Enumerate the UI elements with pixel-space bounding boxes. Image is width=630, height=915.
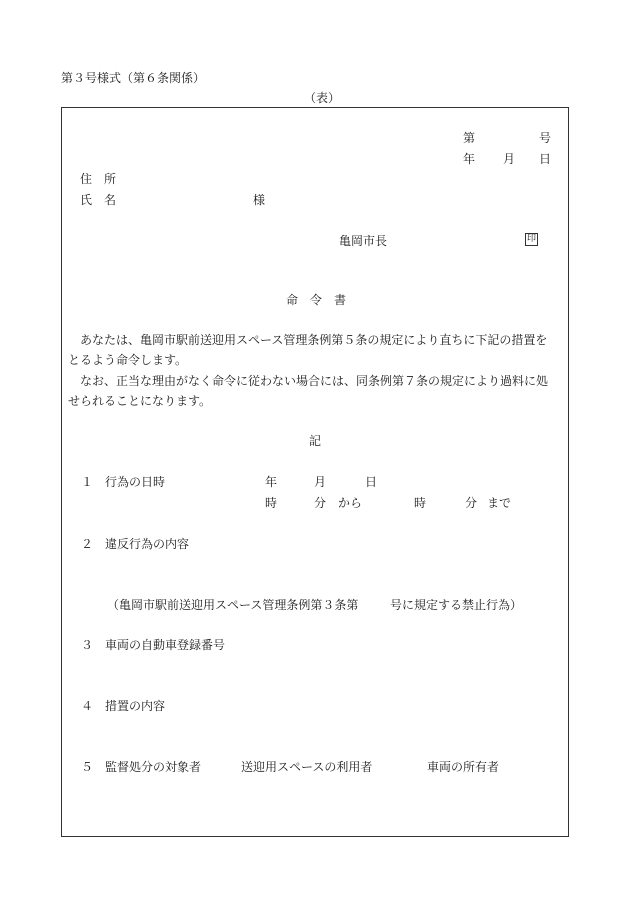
date-year: 年 [463,152,476,166]
item-1-until: まで [487,496,512,510]
number-suffix: 号 [539,131,552,145]
item-1-label: 行為の日時 [105,475,166,489]
item-5-option-user: 送迎用スペースの利用者 [241,760,373,774]
body-paragraph-1-line-2: とるよう命令します。 [68,353,188,367]
item-1-minute-to: 分 [465,496,478,510]
item-2-label: 違反行為の内容 [105,537,190,551]
item-1-from: から [338,496,363,510]
address-label: 住 所 [80,172,117,186]
item-1-minute-from: 分 [314,496,327,510]
item-2-note-start: （亀岡市駅前送迎用スペース管理条例第３条第 [107,598,359,612]
item-1-hour-to: 時 [414,496,427,510]
honorific: 様 [253,193,266,207]
item-1-number: １ [81,475,94,489]
seal-mark: 印 [526,234,536,244]
item-5-option-owner: 車両の所有者 [427,760,500,774]
item-3-number: ３ [81,638,94,652]
issuer-name: 亀岡市長 [339,234,388,248]
item-2-number: ２ [81,537,94,551]
item-5-number: ５ [81,760,94,774]
item-5-label: 監督処分の対象者 [105,760,202,774]
item-3-label: 車両の自動車登録番号 [105,638,226,652]
document-frame [61,107,569,837]
item-2-note-end: 号に規定する禁止行為） [390,598,523,612]
name-label: 氏 名 [80,193,117,207]
form-number: 第３号様式（第６条関係） [61,71,206,85]
date-day: 日 [539,152,552,166]
item-4-label: 措置の内容 [105,699,166,713]
ki-heading: 記 [309,434,322,448]
form-side-label: （表） [304,91,341,105]
number-prefix: 第 [463,131,476,145]
item-1-year: 年 [265,475,278,489]
item-4-number: ４ [81,699,94,713]
item-1-hour-from: 時 [265,496,278,510]
item-1-day: 日 [365,475,378,489]
document-title: 命 令 書 [286,293,347,307]
body-paragraph-2-line-2: せられることになります。 [68,394,212,408]
body-paragraph-2-line-1: なお、正当な理由がなく命令に従わない場合には、同条例第７条の規定により過料に処 [80,374,549,388]
date-month: 月 [503,152,516,166]
body-paragraph-1-line-1: あなたは、亀岡市駅前送迎用スペース管理条例第５条の規定により直ちに下記の措置を [80,333,548,347]
item-1-month: 月 [314,475,327,489]
